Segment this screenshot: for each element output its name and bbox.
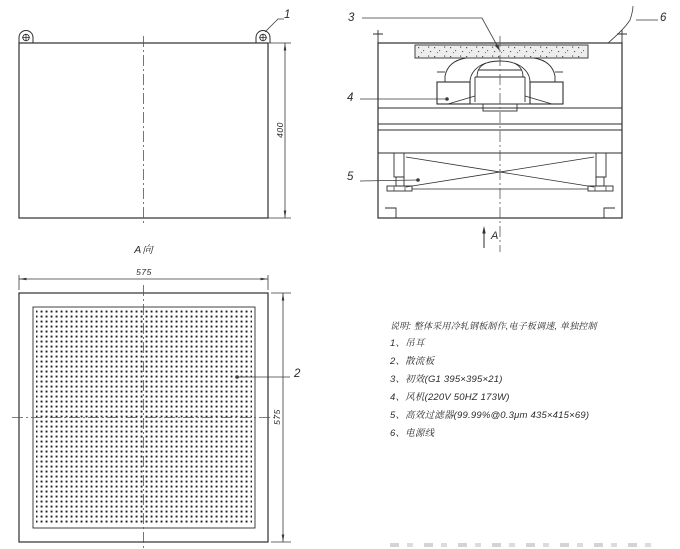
front-height-dimension: 400 [274, 122, 285, 138]
plan-perforated-plate [36, 310, 252, 525]
callout-5-label: 5 [347, 171, 354, 183]
plan-width-dimension: 575 [136, 267, 152, 277]
note-item-1: 1、吊耳 [390, 338, 425, 349]
note-item-2: 2、散流板 [390, 356, 435, 367]
note-item-5: 5、高效过滤器(99.99%@0.3μm 435×415×69) [390, 410, 590, 421]
plan-height-dimension: 575 [271, 409, 282, 425]
section-view-direction-arrow [482, 226, 485, 248]
callout-1-leader [265, 19, 284, 32]
section-callout-leaders [360, 6, 658, 182]
cropped-footer-text [390, 543, 662, 547]
note-item-3: 3、初效(G1 395×395×21) [390, 374, 503, 385]
front-view-outline [19, 31, 270, 219]
section-view-arrow-label: A [491, 230, 499, 242]
callout-3-label: 3 [348, 12, 355, 24]
callout-1-label: 1 [284, 9, 291, 21]
notes-intro: 说明: 整体采用冷轧钢板制作,电子板调速, 单独控制 [390, 321, 597, 331]
note-item-4: 4、风机(220V 50HZ 173W) [390, 392, 510, 403]
plan-view-title: A向 [134, 244, 154, 256]
note-item-6: 6、电源线 [390, 428, 435, 439]
callout-4-label: 4 [347, 92, 354, 104]
callout-2-label: 2 [294, 368, 301, 380]
callout-6-label: 6 [660, 12, 667, 24]
section-prefilter [415, 45, 588, 58]
